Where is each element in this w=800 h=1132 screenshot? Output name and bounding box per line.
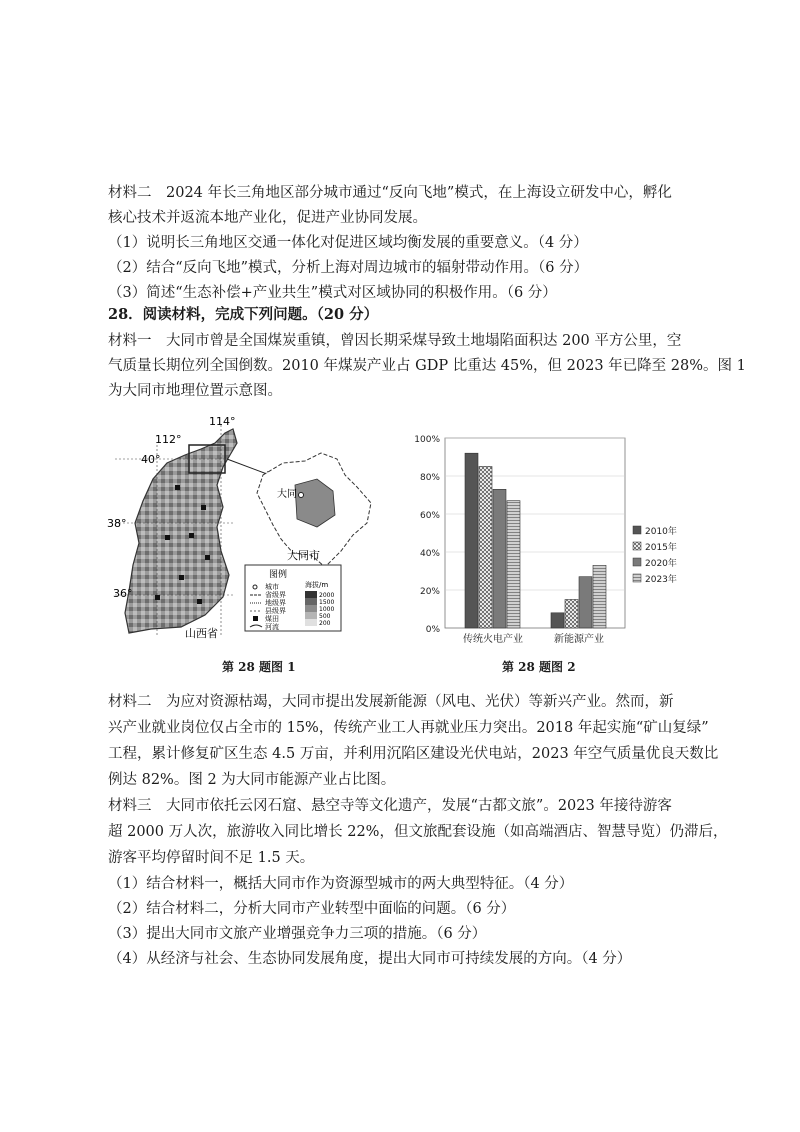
q28-material3-line2: 超 2000 万人次，旅游收入同比增长 22%，但文旅配套设施（如高端酒店、智慧导览）仍滞后，	[108, 824, 728, 840]
lat-36-label: 36°	[113, 587, 133, 600]
legend-title: 图例	[269, 570, 288, 580]
province-label: 山西省	[185, 627, 218, 640]
q28-material1-line1: 材料一 大同市曾是全国煤炭重镇，曾因长期采煤导致土地塌陷面积达 200 平方公里，空	[108, 333, 682, 349]
legend-swatch	[633, 542, 641, 550]
legend-prefecture-border: 地级界	[265, 599, 286, 607]
q27-subquestion-2: （2）结合“反向飞地”模式，分析上海对周边城市的辐射带动作用。（6 分）	[108, 260, 589, 276]
q28-material3-line1: 材料三 大同市依托云冈石窟、悬空寺等文化遗产，发展“古都文旅”。2023 年接待游客	[108, 798, 672, 814]
q28-material2-line3: 工程，累计修复矿区生态 4.5 万亩，并利用沉陷区建设光伏电站，2023 年空气质量优良天数比	[108, 746, 719, 762]
q28-material2-line2: 兴产业就业岗位仅占全市的 15%，传统产业工人再就业压力突出。2018 年起实施“矿山复绿”	[108, 720, 709, 736]
legend-elevation-title: 海拔/m	[305, 581, 329, 589]
y-tick-label: 0%	[425, 625, 440, 635]
q27-subquestion-1: （1）说明长三角地区交通一体化对促进区域均衡发展的重要意义。（4 分）	[108, 235, 588, 251]
q28-subquestion-2: （2）结合材料二，分析大同市产业转型中面临的问题。（6 分）	[108, 901, 516, 917]
material2-line2: 核心技术并返流本地产业化，促进产业协同发展。	[108, 210, 427, 226]
legend-county-border: 县级界	[265, 607, 286, 615]
q28-material2-line4: 例达 82%。图 2 为大同市能源产业占比图。	[108, 772, 396, 788]
bar-0-0	[465, 453, 478, 628]
q28-material3-line3: 游客平均停留时间不足 1.5 天。	[108, 850, 315, 866]
lat-40-label: 40°	[141, 453, 161, 466]
lon-114-label: 114°	[209, 415, 236, 428]
q28-subquestion-4: （4）从经济与社会、生态协同发展角度，提出大同市可持续发展的方向。（4 分）	[108, 951, 632, 967]
figure2-bar-chart	[405, 430, 695, 650]
q27-subquestion-3: （3）简述“生态补偿+产业共生”模式对区域协同的积极作用。（6 分）	[108, 285, 557, 301]
legend-elev-500: 500	[319, 613, 331, 620]
bar-1-3	[593, 565, 606, 628]
y-tick-label: 40%	[419, 549, 440, 559]
legend-label: 2015年	[645, 543, 677, 553]
legend-elev-1000: 1000	[319, 606, 335, 613]
q28-material1-line2: 气质量长期位列全国倒数。2010 年煤炭产业占 GDP 比重达 45%，但 2023 年已降至 28%。图 1	[108, 358, 746, 374]
figure1-map	[105, 415, 405, 645]
legend-label: 2020年	[645, 559, 677, 569]
lat-38-label: 38°	[107, 517, 127, 530]
bar-1-2	[579, 577, 592, 628]
legend-coalfield: 煤田	[265, 615, 279, 623]
bar-0-2	[493, 489, 506, 628]
inset-datong-label: 大同	[277, 489, 297, 500]
y-tick-label: 100%	[414, 435, 440, 445]
bar-0-1	[479, 467, 492, 629]
y-tick-label: 80%	[419, 473, 440, 483]
map-legend	[245, 565, 341, 631]
legend-label: 2010年	[645, 527, 677, 537]
q28-subquestion-3: （3）提出大同市文旅产业增强竞争力三项的措施。（6 分）	[108, 926, 487, 942]
legend-swatch	[633, 558, 641, 566]
legend-province-border: 省级界	[265, 591, 286, 599]
q28-material1-line3: 为大同市地理位置示意图。	[108, 383, 282, 399]
material2-line1: 材料二 2024 年长三角地区部分城市通过“反向飞地”模式，在上海设立研发中心，孵化	[108, 185, 672, 201]
bar-1-1	[565, 600, 578, 629]
category-label: 传统火电产业	[463, 634, 523, 645]
y-tick-label: 60%	[419, 511, 440, 521]
q28-subquestion-1: （1）结合材料一，概括大同市作为资源型城市的两大典型特征。（4 分）	[108, 876, 574, 892]
legend-swatch	[633, 526, 641, 534]
bar-1-0	[551, 613, 564, 628]
legend-city: 城市	[265, 583, 279, 591]
legend-label: 2023年	[645, 575, 677, 585]
legend-elev-2000: 2000	[319, 592, 335, 599]
bar-0-3	[507, 501, 520, 628]
legend-swatch	[633, 574, 641, 582]
q28-material2-line1: 材料二 为应对资源枯竭，大同市提出发展新能源（风电、光伏）等新兴产业。然而，新	[108, 694, 674, 710]
figure1-caption: 第 28 题图 1	[222, 660, 296, 674]
city-label: 大同市	[287, 549, 320, 562]
lon-112-label: 112°	[155, 433, 182, 446]
q28-heading: 28．阅读材料，完成下列问题。（20 分）	[108, 306, 379, 323]
legend-river: 河流	[265, 623, 279, 631]
y-tick-label: 20%	[419, 587, 440, 597]
figure2-caption: 第 28 题图 2	[502, 660, 576, 674]
legend-elev-200: 200	[319, 620, 331, 627]
legend-elev-1500: 1500	[319, 599, 335, 606]
category-label: 新能源产业	[554, 634, 604, 645]
